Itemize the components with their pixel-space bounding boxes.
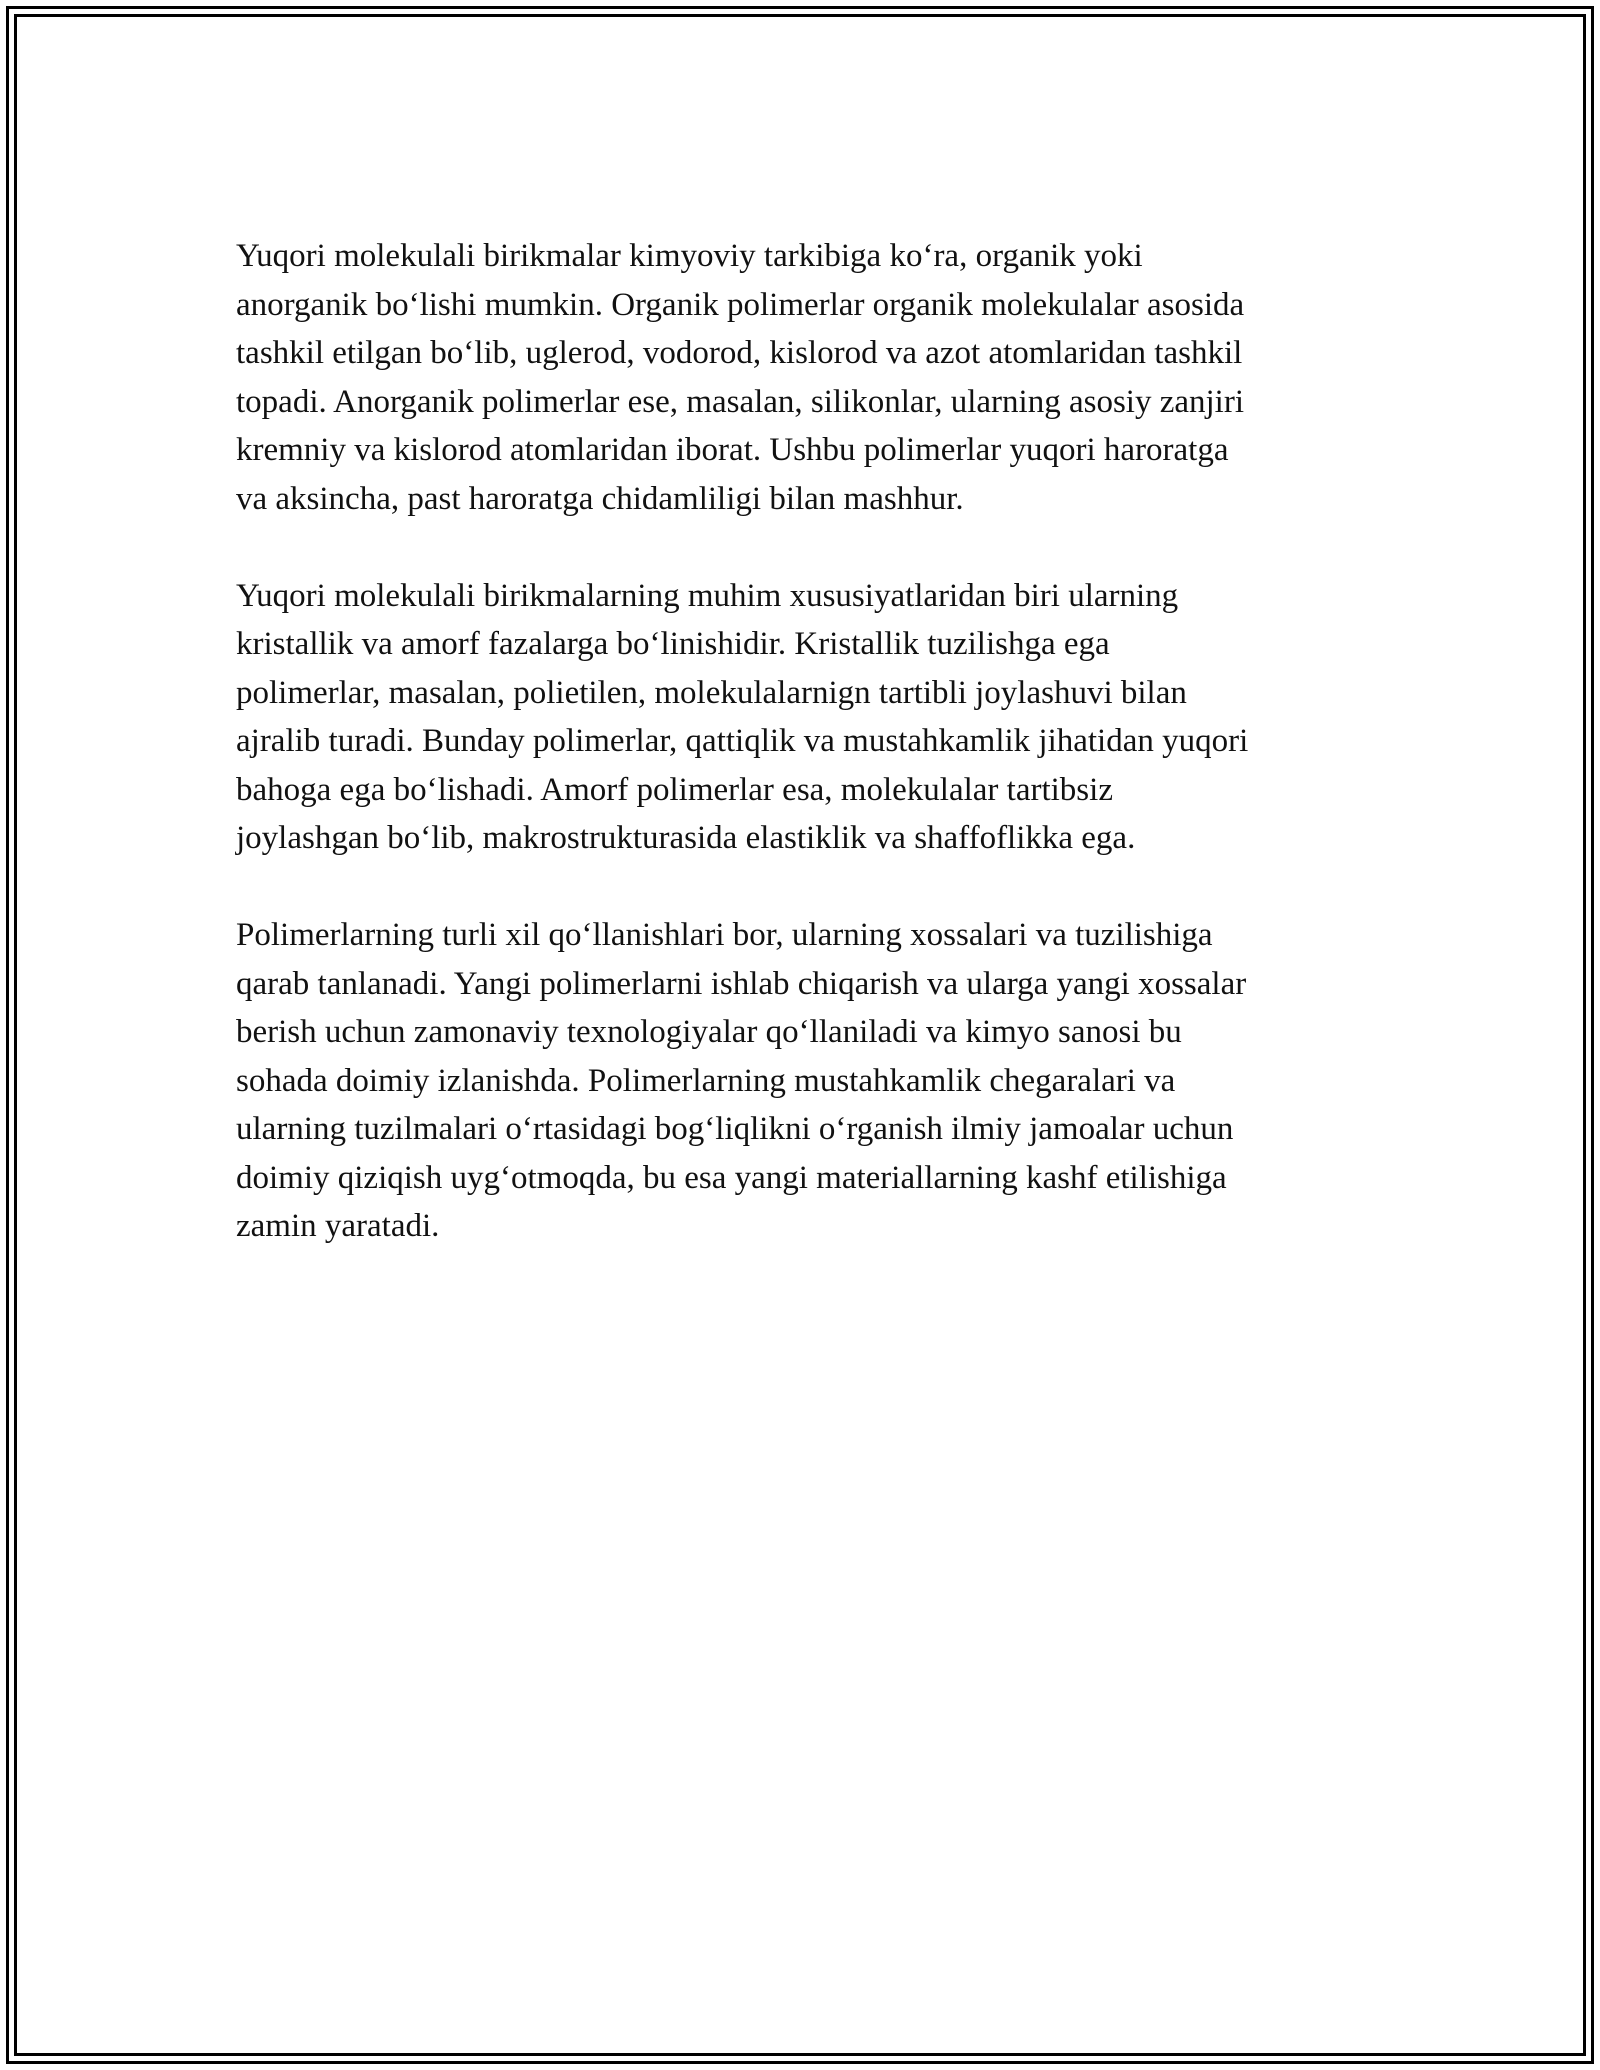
- paragraph-1: Yuqori molekulali birikmalar kimyoviy tarkibiga ko‘ra, organik yoki anorganik bo‘lishi mumkin. Organik polimerlar organik molekulalar asosida tashkil etilgan bo‘lib, uglerod, vodorod, kislorod va azot atomlaridan tashkil topadi. Anorganik polimerlar ese, masalan, silikonlar, ularning asosiy zanjiri kremniy va kislorod atomlaridan iborat. Ushbu polimerlar yuqori haroratga va aksincha, past haroratga chidamliligi bilan mashhur.: [236, 238, 1245, 517]
- document-body: [236, 232, 1376, 1299]
- paragraph-2: Yuqori molekulali birikmalarning muhim xususiyatlaridan biri ularning kristallik va amorf fazalarga bo‘linishidir. Kristallik tuzilishga ega polimerlar, masalan, polietilen, molekulalarnign tartibli joylashuvi bilan ajralib turadi. Bunday polimerlar, qattiqlik va mustahkamlik jihatidan yuqori bahoga ega bo‘lishadi. Amorf polimerlar esa, molekulalar tartibsiz joylashgan bo‘lib, makrostrukturasida elastiklik va shaffoflikka ega.: [236, 577, 1249, 856]
- paragraph-3: Polimerlarning turli xil qo‘llanishlari bor, ularning xossalari va tuzilishiga qarab tanlanadi. Yangi polimerlarni ishlab chiqarish va ularga yangi xossalar berish uchun zamonaviy texnologiyalar qo‘llaniladi va kimyo sanosi bu sohada doimiy izlanishda. Polimerlarning mustahkamlik chegaralari va ularning tuzilmalari o‘rtasidagi bog‘liqlikni o‘rganish ilmiy jamoalar uchun doimiy qiziqish uyg‘otmoqda, bu esa yangi materiallarning kashf etilishiga zamin yaratadi.: [236, 917, 1247, 1244]
